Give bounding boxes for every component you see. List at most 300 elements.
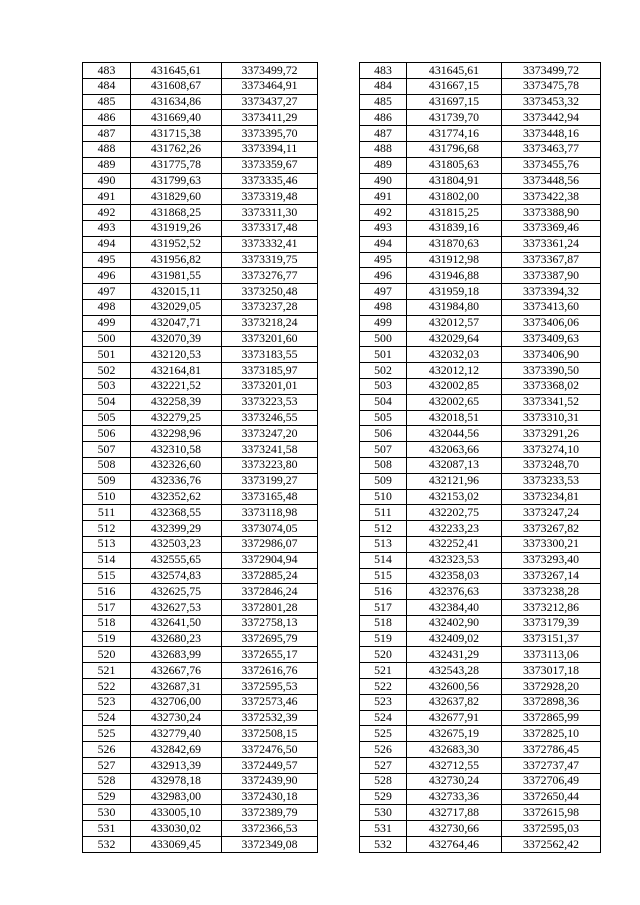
column-separator xyxy=(318,584,360,600)
left-y-coordinate-cell: 3373319,48 xyxy=(222,189,318,205)
left-x-coordinate-cell: 432978,18 xyxy=(131,773,222,789)
table-row xyxy=(83,647,601,663)
right-x-coordinate-cell: 431697,15 xyxy=(407,94,502,110)
left-y-coordinate-cell: 3372366,53 xyxy=(222,821,318,837)
table-row xyxy=(83,110,601,126)
right-point-number-cell: 532 xyxy=(360,837,407,853)
right-point-number-cell: 509 xyxy=(360,473,407,489)
right-y-coordinate-cell: 3373238,28 xyxy=(502,584,601,600)
column-separator xyxy=(318,284,360,300)
left-y-coordinate-cell: 3373183,55 xyxy=(222,347,318,363)
left-x-coordinate-cell: 432336,76 xyxy=(131,473,222,489)
left-y-coordinate-cell: 3372476,50 xyxy=(222,742,318,758)
column-separator xyxy=(318,694,360,710)
left-x-coordinate-cell: 431608,67 xyxy=(131,78,222,94)
right-x-coordinate-cell: 432087,13 xyxy=(407,457,502,473)
left-point-number-cell: 518 xyxy=(83,615,131,631)
left-x-coordinate-cell: 432368,55 xyxy=(131,505,222,521)
left-x-coordinate-cell: 431634,86 xyxy=(131,94,222,110)
left-y-coordinate-cell: 3373165,48 xyxy=(222,489,318,505)
right-x-coordinate-cell: 432252,41 xyxy=(407,536,502,552)
right-y-coordinate-cell: 3372562,42 xyxy=(502,837,601,853)
coordinates-table xyxy=(82,62,601,853)
table-row xyxy=(83,126,601,142)
table-row xyxy=(83,837,601,853)
right-y-coordinate-cell: 3373361,24 xyxy=(502,236,601,252)
left-x-coordinate-cell: 431952,52 xyxy=(131,236,222,252)
right-x-coordinate-cell: 431774,16 xyxy=(407,126,502,142)
left-point-number-cell: 492 xyxy=(83,205,131,221)
right-y-coordinate-cell: 3373310,31 xyxy=(502,410,601,426)
left-point-number-cell: 487 xyxy=(83,126,131,142)
right-x-coordinate-cell: 432384,40 xyxy=(407,600,502,616)
left-x-coordinate-cell: 432627,53 xyxy=(131,600,222,616)
right-y-coordinate-cell: 3373453,32 xyxy=(502,94,601,110)
table-row xyxy=(83,268,601,284)
right-y-coordinate-cell: 3372865,99 xyxy=(502,710,601,726)
left-y-coordinate-cell: 3373276,77 xyxy=(222,268,318,284)
right-y-coordinate-cell: 3373233,53 xyxy=(502,473,601,489)
table-row xyxy=(83,347,601,363)
left-x-coordinate-cell: 432779,40 xyxy=(131,726,222,742)
left-x-coordinate-cell: 431762,26 xyxy=(131,141,222,157)
left-y-coordinate-cell: 3372616,76 xyxy=(222,663,318,679)
left-point-number-cell: 499 xyxy=(83,315,131,331)
left-x-coordinate-cell: 431715,38 xyxy=(131,126,222,142)
left-x-coordinate-cell: 433069,45 xyxy=(131,837,222,853)
right-x-coordinate-cell: 432600,56 xyxy=(407,679,502,695)
left-point-number-cell: 527 xyxy=(83,758,131,774)
left-point-number-cell: 516 xyxy=(83,584,131,600)
right-x-coordinate-cell: 432764,46 xyxy=(407,837,502,853)
right-point-number-cell: 498 xyxy=(360,299,407,315)
right-point-number-cell: 492 xyxy=(360,205,407,221)
left-point-number-cell: 491 xyxy=(83,189,131,205)
right-x-coordinate-cell: 432402,90 xyxy=(407,615,502,631)
left-x-coordinate-cell: 433030,02 xyxy=(131,821,222,837)
right-x-coordinate-cell: 432683,30 xyxy=(407,742,502,758)
right-point-number-cell: 496 xyxy=(360,268,407,284)
right-point-number-cell: 490 xyxy=(360,173,407,189)
left-x-coordinate-cell: 432352,62 xyxy=(131,489,222,505)
left-x-coordinate-cell: 432574,83 xyxy=(131,568,222,584)
right-y-coordinate-cell: 3373390,50 xyxy=(502,363,601,379)
right-point-number-cell: 527 xyxy=(360,758,407,774)
left-x-coordinate-cell: 431775,78 xyxy=(131,157,222,173)
left-point-number-cell: 485 xyxy=(83,94,131,110)
left-point-number-cell: 506 xyxy=(83,426,131,442)
column-separator xyxy=(318,268,360,284)
left-point-number-cell: 509 xyxy=(83,473,131,489)
left-point-number-cell: 483 xyxy=(83,63,131,79)
left-point-number-cell: 517 xyxy=(83,600,131,616)
table-row xyxy=(83,236,601,252)
left-x-coordinate-cell: 431868,25 xyxy=(131,205,222,221)
table-row xyxy=(83,584,601,600)
left-x-coordinate-cell: 432310,58 xyxy=(131,442,222,458)
table-row xyxy=(83,141,601,157)
column-separator xyxy=(318,773,360,789)
right-y-coordinate-cell: 3373409,63 xyxy=(502,331,601,347)
right-point-number-cell: 500 xyxy=(360,331,407,347)
left-y-coordinate-cell: 3373394,11 xyxy=(222,141,318,157)
table-row xyxy=(83,173,601,189)
left-point-number-cell: 524 xyxy=(83,710,131,726)
table-row xyxy=(83,157,601,173)
table-row xyxy=(83,694,601,710)
right-y-coordinate-cell: 3373369,46 xyxy=(502,220,601,236)
table-row xyxy=(83,758,601,774)
right-y-coordinate-cell: 3373293,40 xyxy=(502,552,601,568)
left-y-coordinate-cell: 3373359,67 xyxy=(222,157,318,173)
left-x-coordinate-cell: 432164,81 xyxy=(131,363,222,379)
column-separator xyxy=(318,521,360,537)
left-point-number-cell: 526 xyxy=(83,742,131,758)
right-x-coordinate-cell: 431804,91 xyxy=(407,173,502,189)
column-separator xyxy=(318,457,360,473)
left-x-coordinate-cell: 432070,39 xyxy=(131,331,222,347)
table-row xyxy=(83,426,601,442)
left-x-coordinate-cell: 432221,52 xyxy=(131,378,222,394)
left-y-coordinate-cell: 3373335,46 xyxy=(222,173,318,189)
right-y-coordinate-cell: 3372786,45 xyxy=(502,742,601,758)
right-y-coordinate-cell: 3373455,76 xyxy=(502,157,601,173)
right-y-coordinate-cell: 3373499,72 xyxy=(502,63,601,79)
right-point-number-cell: 484 xyxy=(360,78,407,94)
right-point-number-cell: 526 xyxy=(360,742,407,758)
left-y-coordinate-cell: 3373241,58 xyxy=(222,442,318,458)
left-point-number-cell: 490 xyxy=(83,173,131,189)
right-point-number-cell: 493 xyxy=(360,220,407,236)
table-row xyxy=(83,536,601,552)
left-x-coordinate-cell: 431669,40 xyxy=(131,110,222,126)
left-y-coordinate-cell: 3373319,75 xyxy=(222,252,318,268)
right-point-number-cell: 530 xyxy=(360,805,407,821)
table-row xyxy=(83,284,601,300)
right-x-coordinate-cell: 432712,55 xyxy=(407,758,502,774)
left-point-number-cell: 494 xyxy=(83,236,131,252)
left-point-number-cell: 484 xyxy=(83,78,131,94)
column-separator xyxy=(318,837,360,853)
left-point-number-cell: 500 xyxy=(83,331,131,347)
left-x-coordinate-cell: 432683,99 xyxy=(131,647,222,663)
left-y-coordinate-cell: 3372573,46 xyxy=(222,694,318,710)
table-row xyxy=(83,521,601,537)
right-point-number-cell: 525 xyxy=(360,726,407,742)
left-x-coordinate-cell: 433005,10 xyxy=(131,805,222,821)
right-point-number-cell: 491 xyxy=(360,189,407,205)
right-y-coordinate-cell: 3373113,06 xyxy=(502,647,601,663)
right-x-coordinate-cell: 432730,24 xyxy=(407,773,502,789)
right-point-number-cell: 521 xyxy=(360,663,407,679)
right-y-coordinate-cell: 3373394,32 xyxy=(502,284,601,300)
left-point-number-cell: 531 xyxy=(83,821,131,837)
column-separator xyxy=(318,647,360,663)
left-point-number-cell: 486 xyxy=(83,110,131,126)
right-y-coordinate-cell: 3372928,20 xyxy=(502,679,601,695)
right-point-number-cell: 494 xyxy=(360,236,407,252)
left-x-coordinate-cell: 432625,75 xyxy=(131,584,222,600)
right-y-coordinate-cell: 3373388,90 xyxy=(502,205,601,221)
left-y-coordinate-cell: 3373223,80 xyxy=(222,457,318,473)
left-point-number-cell: 511 xyxy=(83,505,131,521)
left-y-coordinate-cell: 3372595,53 xyxy=(222,679,318,695)
right-x-coordinate-cell: 431912,98 xyxy=(407,252,502,268)
left-point-number-cell: 498 xyxy=(83,299,131,315)
right-x-coordinate-cell: 431815,25 xyxy=(407,205,502,221)
left-x-coordinate-cell: 432258,39 xyxy=(131,394,222,410)
column-separator xyxy=(318,631,360,647)
left-point-number-cell: 532 xyxy=(83,837,131,853)
left-y-coordinate-cell: 3372349,08 xyxy=(222,837,318,853)
right-x-coordinate-cell: 432202,75 xyxy=(407,505,502,521)
left-point-number-cell: 510 xyxy=(83,489,131,505)
table-row xyxy=(83,505,601,521)
right-x-coordinate-cell: 431946,88 xyxy=(407,268,502,284)
right-point-number-cell: 497 xyxy=(360,284,407,300)
table-row xyxy=(83,363,601,379)
right-point-number-cell: 529 xyxy=(360,789,407,805)
left-point-number-cell: 513 xyxy=(83,536,131,552)
right-y-coordinate-cell: 3373212,86 xyxy=(502,600,601,616)
table-row xyxy=(83,442,601,458)
right-y-coordinate-cell: 3373267,82 xyxy=(502,521,601,537)
column-separator xyxy=(318,805,360,821)
left-y-coordinate-cell: 3373437,27 xyxy=(222,94,318,110)
right-x-coordinate-cell: 432431,29 xyxy=(407,647,502,663)
right-y-coordinate-cell: 3373274,10 xyxy=(502,442,601,458)
right-point-number-cell: 486 xyxy=(360,110,407,126)
table-row xyxy=(83,205,601,221)
column-separator xyxy=(318,410,360,426)
table-row xyxy=(83,489,601,505)
left-point-number-cell: 504 xyxy=(83,394,131,410)
table-row xyxy=(83,600,601,616)
left-y-coordinate-cell: 3373332,41 xyxy=(222,236,318,252)
right-point-number-cell: 528 xyxy=(360,773,407,789)
right-point-number-cell: 507 xyxy=(360,442,407,458)
right-y-coordinate-cell: 3373341,52 xyxy=(502,394,601,410)
column-separator xyxy=(318,299,360,315)
right-point-number-cell: 523 xyxy=(360,694,407,710)
left-y-coordinate-cell: 3373201,01 xyxy=(222,378,318,394)
left-y-coordinate-cell: 3372655,17 xyxy=(222,647,318,663)
left-point-number-cell: 530 xyxy=(83,805,131,821)
right-y-coordinate-cell: 3373300,21 xyxy=(502,536,601,552)
left-y-coordinate-cell: 3372846,24 xyxy=(222,584,318,600)
table-row xyxy=(83,457,601,473)
right-x-coordinate-cell: 431984,80 xyxy=(407,299,502,315)
right-y-coordinate-cell: 3372650,44 xyxy=(502,789,601,805)
left-x-coordinate-cell: 432913,39 xyxy=(131,758,222,774)
left-x-coordinate-cell: 431829,60 xyxy=(131,189,222,205)
column-separator xyxy=(318,758,360,774)
table-row xyxy=(83,805,601,821)
right-y-coordinate-cell: 3373475,78 xyxy=(502,78,601,94)
column-separator xyxy=(318,663,360,679)
column-separator xyxy=(318,315,360,331)
column-separator xyxy=(318,742,360,758)
left-point-number-cell: 528 xyxy=(83,773,131,789)
left-y-coordinate-cell: 3373411,29 xyxy=(222,110,318,126)
table-row xyxy=(83,568,601,584)
right-x-coordinate-cell: 432733,36 xyxy=(407,789,502,805)
right-y-coordinate-cell: 3373413,60 xyxy=(502,299,601,315)
left-y-coordinate-cell: 3373250,48 xyxy=(222,284,318,300)
left-point-number-cell: 520 xyxy=(83,647,131,663)
left-point-number-cell: 493 xyxy=(83,220,131,236)
left-x-coordinate-cell: 432120,53 xyxy=(131,347,222,363)
left-x-coordinate-cell: 432503,23 xyxy=(131,536,222,552)
right-y-coordinate-cell: 3373151,37 xyxy=(502,631,601,647)
right-point-number-cell: 520 xyxy=(360,647,407,663)
left-point-number-cell: 503 xyxy=(83,378,131,394)
right-point-number-cell: 483 xyxy=(360,63,407,79)
left-x-coordinate-cell: 432015,11 xyxy=(131,284,222,300)
right-point-number-cell: 514 xyxy=(360,552,407,568)
right-x-coordinate-cell: 432543,28 xyxy=(407,663,502,679)
right-y-coordinate-cell: 3373442,94 xyxy=(502,110,601,126)
left-x-coordinate-cell: 431981,55 xyxy=(131,268,222,284)
left-y-coordinate-cell: 3372449,57 xyxy=(222,758,318,774)
left-x-coordinate-cell: 432326,60 xyxy=(131,457,222,473)
left-x-coordinate-cell: 432680,23 xyxy=(131,631,222,647)
left-y-coordinate-cell: 3373218,24 xyxy=(222,315,318,331)
left-x-coordinate-cell: 432298,96 xyxy=(131,426,222,442)
table-row xyxy=(83,742,601,758)
right-x-coordinate-cell: 432044,56 xyxy=(407,426,502,442)
column-separator xyxy=(318,426,360,442)
right-point-number-cell: 516 xyxy=(360,584,407,600)
left-y-coordinate-cell: 3373199,27 xyxy=(222,473,318,489)
left-x-coordinate-cell: 432555,65 xyxy=(131,552,222,568)
left-point-number-cell: 522 xyxy=(83,679,131,695)
right-x-coordinate-cell: 432717,88 xyxy=(407,805,502,821)
right-x-coordinate-cell: 431839,16 xyxy=(407,220,502,236)
right-y-coordinate-cell: 3373406,90 xyxy=(502,347,601,363)
left-point-number-cell: 523 xyxy=(83,694,131,710)
left-x-coordinate-cell: 432687,31 xyxy=(131,679,222,695)
left-y-coordinate-cell: 3373317,48 xyxy=(222,220,318,236)
right-x-coordinate-cell: 431870,63 xyxy=(407,236,502,252)
left-x-coordinate-cell: 431919,26 xyxy=(131,220,222,236)
left-point-number-cell: 505 xyxy=(83,410,131,426)
column-separator xyxy=(318,489,360,505)
column-separator xyxy=(318,821,360,837)
left-y-coordinate-cell: 3373311,30 xyxy=(222,205,318,221)
right-point-number-cell: 531 xyxy=(360,821,407,837)
column-separator xyxy=(318,552,360,568)
left-y-coordinate-cell: 3372758,13 xyxy=(222,615,318,631)
right-y-coordinate-cell: 3373179,39 xyxy=(502,615,601,631)
table-row xyxy=(83,679,601,695)
table-row xyxy=(83,663,601,679)
right-y-coordinate-cell: 3373367,87 xyxy=(502,252,601,268)
left-point-number-cell: 495 xyxy=(83,252,131,268)
left-point-number-cell: 514 xyxy=(83,552,131,568)
left-x-coordinate-cell: 432279,25 xyxy=(131,410,222,426)
left-y-coordinate-cell: 3373074,05 xyxy=(222,521,318,537)
right-point-number-cell: 517 xyxy=(360,600,407,616)
right-x-coordinate-cell: 432032,03 xyxy=(407,347,502,363)
right-y-coordinate-cell: 3373368,02 xyxy=(502,378,601,394)
left-x-coordinate-cell: 432842,69 xyxy=(131,742,222,758)
right-x-coordinate-cell: 431959,18 xyxy=(407,284,502,300)
right-y-coordinate-cell: 3373448,56 xyxy=(502,173,601,189)
right-point-number-cell: 518 xyxy=(360,615,407,631)
right-point-number-cell: 522 xyxy=(360,679,407,695)
left-point-number-cell: 497 xyxy=(83,284,131,300)
right-point-number-cell: 511 xyxy=(360,505,407,521)
right-x-coordinate-cell: 432002,85 xyxy=(407,378,502,394)
column-separator xyxy=(318,710,360,726)
table-row xyxy=(83,315,601,331)
left-x-coordinate-cell: 432730,24 xyxy=(131,710,222,726)
table-row xyxy=(83,63,601,79)
right-point-number-cell: 487 xyxy=(360,126,407,142)
right-x-coordinate-cell: 432675,19 xyxy=(407,726,502,742)
left-point-number-cell: 519 xyxy=(83,631,131,647)
right-point-number-cell: 488 xyxy=(360,141,407,157)
right-x-coordinate-cell: 432637,82 xyxy=(407,694,502,710)
left-y-coordinate-cell: 3373247,20 xyxy=(222,426,318,442)
coordinates-table-body xyxy=(83,63,601,853)
right-x-coordinate-cell: 432012,57 xyxy=(407,315,502,331)
left-y-coordinate-cell: 3373464,91 xyxy=(222,78,318,94)
right-x-coordinate-cell: 432323,53 xyxy=(407,552,502,568)
left-x-coordinate-cell: 432983,00 xyxy=(131,789,222,805)
right-point-number-cell: 506 xyxy=(360,426,407,442)
left-y-coordinate-cell: 3373185,97 xyxy=(222,363,318,379)
table-row xyxy=(83,252,601,268)
right-y-coordinate-cell: 3372898,36 xyxy=(502,694,601,710)
column-separator xyxy=(318,94,360,110)
left-point-number-cell: 488 xyxy=(83,141,131,157)
right-point-number-cell: 505 xyxy=(360,410,407,426)
column-separator xyxy=(318,205,360,221)
column-separator xyxy=(318,789,360,805)
right-point-number-cell: 485 xyxy=(360,94,407,110)
right-x-coordinate-cell: 431645,61 xyxy=(407,63,502,79)
table-row xyxy=(83,299,601,315)
left-x-coordinate-cell: 432047,71 xyxy=(131,315,222,331)
right-point-number-cell: 495 xyxy=(360,252,407,268)
table-row xyxy=(83,789,601,805)
right-x-coordinate-cell: 432002,65 xyxy=(407,394,502,410)
column-separator xyxy=(318,363,360,379)
column-separator xyxy=(318,331,360,347)
column-separator xyxy=(318,236,360,252)
table-row xyxy=(83,94,601,110)
left-y-coordinate-cell: 3373223,53 xyxy=(222,394,318,410)
right-y-coordinate-cell: 3373234,81 xyxy=(502,489,601,505)
right-point-number-cell: 513 xyxy=(360,536,407,552)
left-x-coordinate-cell: 431799,63 xyxy=(131,173,222,189)
column-separator xyxy=(318,141,360,157)
left-point-number-cell: 529 xyxy=(83,789,131,805)
left-point-number-cell: 489 xyxy=(83,157,131,173)
right-point-number-cell: 503 xyxy=(360,378,407,394)
right-point-number-cell: 519 xyxy=(360,631,407,647)
left-y-coordinate-cell: 3372695,79 xyxy=(222,631,318,647)
left-point-number-cell: 502 xyxy=(83,363,131,379)
right-y-coordinate-cell: 3373463,77 xyxy=(502,141,601,157)
left-y-coordinate-cell: 3372532,39 xyxy=(222,710,318,726)
column-separator xyxy=(318,615,360,631)
left-x-coordinate-cell: 431956,82 xyxy=(131,252,222,268)
right-x-coordinate-cell: 432121,96 xyxy=(407,473,502,489)
right-y-coordinate-cell: 3373448,16 xyxy=(502,126,601,142)
